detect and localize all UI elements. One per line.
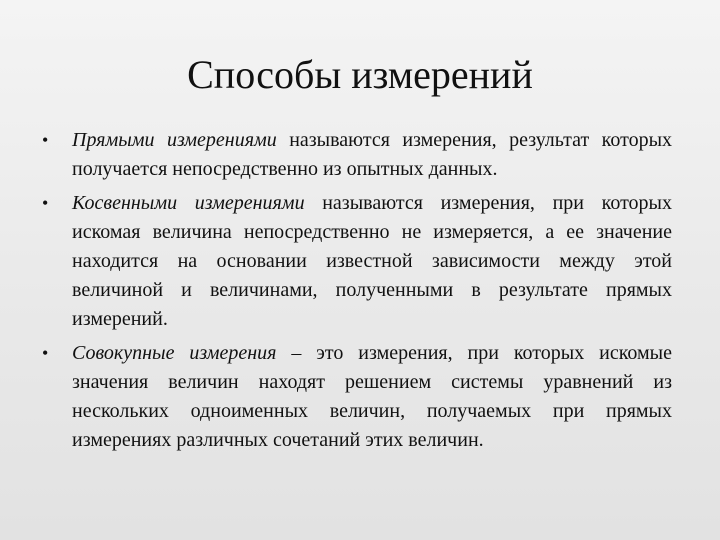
- term-cumulative-measurements: Совокупные измерения: [72, 342, 277, 364]
- slide-title: Способы измерений: [187, 52, 533, 97]
- bullet-dot-icon: •: [42, 130, 49, 150]
- bullet-item-direct-measurements: [42, 126, 673, 184]
- bullet-list: [42, 126, 673, 460]
- bullet-text: – это измерения, при которых искомые значения величин находят решением системы уравнений из нескольких одноименных величин, получаемых при прямых измерениях различных сочетаний этих величин.: [72, 342, 672, 451]
- term-direct-measurements: Прямыми измерениями: [72, 129, 277, 151]
- bullet-item-cumulative-measurements: [42, 339, 672, 455]
- term-indirect-measurements: Косвенными измерениями: [72, 192, 305, 214]
- bullet-dot-icon: •: [42, 343, 49, 363]
- bullet-item-indirect-measurements: [42, 189, 672, 334]
- bullet-dot-icon: •: [42, 193, 49, 213]
- bullet-text: называются измерения, при которых искомая величина непосредственно не измеряется, а ее значение находится на основании известной зависимости между этой величиной и величинами, полученными в результате прямых измерений.: [72, 192, 672, 330]
- bullet-text: называются измерения, результат которых получается непосредственно из опытных данных.: [72, 129, 673, 180]
